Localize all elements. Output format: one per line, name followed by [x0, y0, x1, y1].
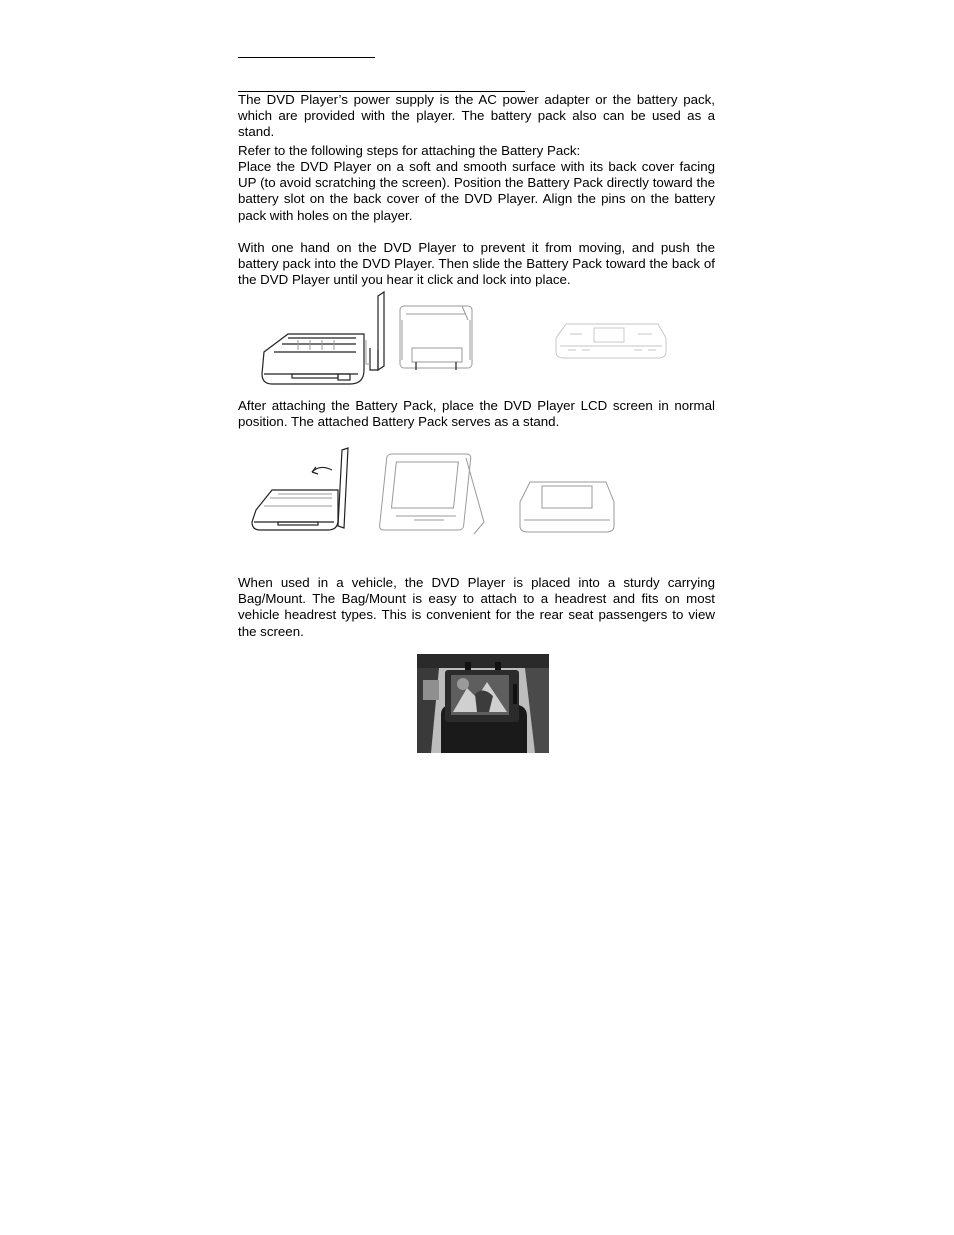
- dvd-player-folded-icon: [520, 482, 614, 532]
- figure-row-attach-battery: [238, 290, 678, 390]
- car-headrest-mount-photo: [417, 654, 549, 753]
- dvd-player-stand-view-icon: [379, 454, 484, 534]
- attach-steps-intro: Refer to the following steps for attaching the Battery Pack:: [238, 143, 581, 158]
- push-battery-paragraph: With one hand on the DVD Player to prevent it from moving, and push the battery pack into the DVD Player. Then slide the Battery Pack toward the back of the DVD Player until you hear it click and lock into place.: [238, 240, 715, 288]
- dvd-player-open-screen-icon: [252, 448, 348, 530]
- dvd-player-back-cover-icon: [400, 306, 472, 370]
- vehicle-use-paragraph: When used in a vehicle, the DVD Player is placed into a sturdy carrying Bag/Mount. The Bag/Mount is easy to attach to a headrest and fits on most vehicle headrest types. This is convenient for the rear seat passengers to view the screen.: [238, 575, 715, 639]
- dvd-player-side-view-icon: [262, 292, 384, 384]
- lcd-position-paragraph: After attaching the Battery Pack, place the DVD Player LCD screen in normal position. The attached Battery Pack serves as a stand.: [238, 398, 715, 430]
- figure-row-stand: [238, 446, 678, 538]
- power-supply-paragraph: The DVD Player’s power supply is the AC power adapter or the battery pack, which are provided with the player. The battery pack also can be used as a stand.: [238, 92, 715, 140]
- battery-pack-icon: [556, 324, 666, 358]
- heading-underline-short: [238, 57, 375, 58]
- place-player-paragraph: Place the DVD Player on a soft and smooth surface with its back cover facing UP (to avoid scratching the screen). Position the Battery Pack directly toward the battery slot on the back cover of the DVD Player. Align the pins on the battery pack with holes on the player.: [238, 159, 715, 223]
